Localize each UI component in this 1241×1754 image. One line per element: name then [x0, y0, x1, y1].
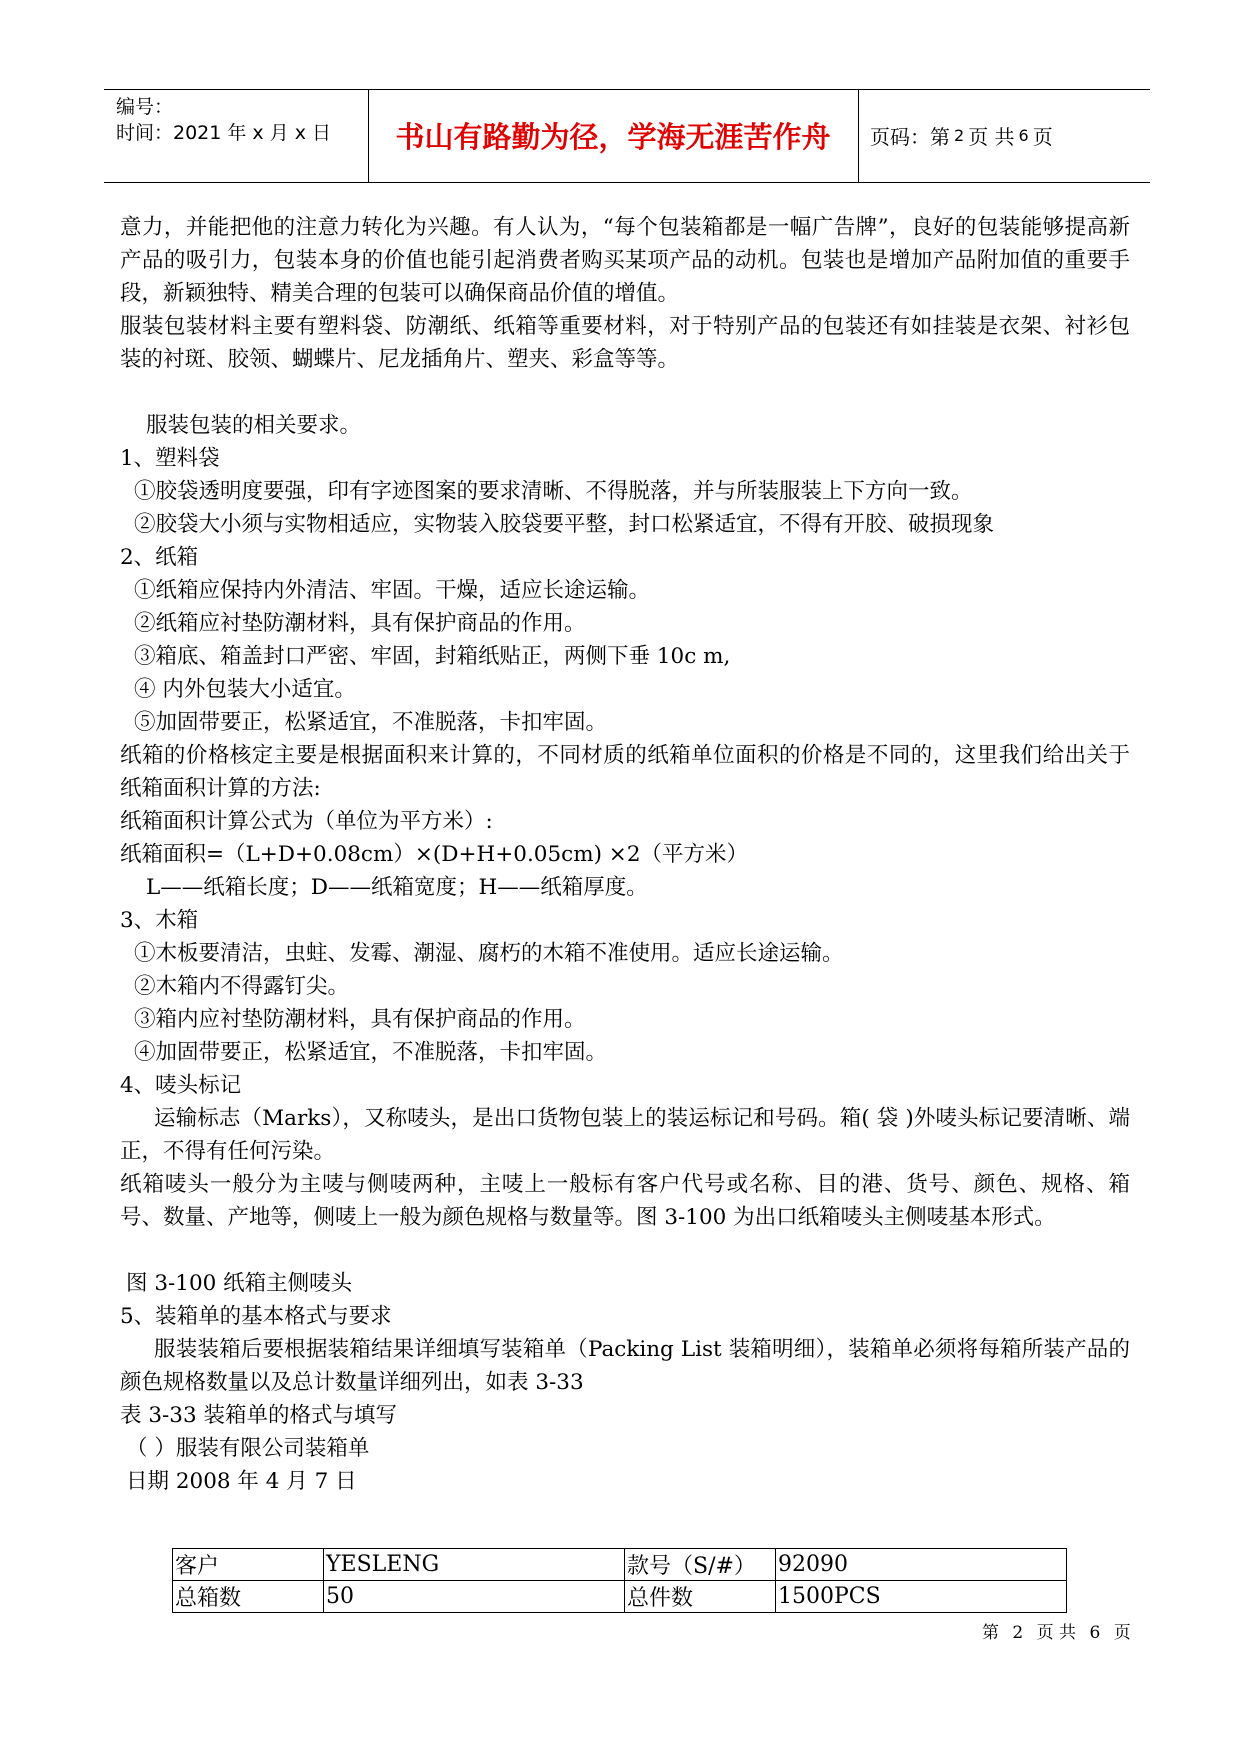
header-page-total: 6 [1018, 126, 1029, 145]
footer-mid: 页 共 [1036, 1623, 1077, 1643]
header-page-suffix: 页 [1032, 125, 1053, 149]
header-divider [858, 90, 859, 182]
table-caption: 表 3-33 装箱单的格式与填写 [120, 1403, 397, 1428]
header-page-prefix: 页码：第 [870, 125, 950, 149]
list-item: ③箱内应衬垫防潮材料，具有保护商品的作用。 [134, 1007, 586, 1032]
paragraph: 服装包装材料主要有塑料袋、防潮纸、纸箱等重要材料，对于特别产品的包装还有如挂装是衣架、衬衫包装的衬斑、胶领、蝴蝶片、尼龙插角片、塑夹、彩盒等等。 [120, 314, 1130, 372]
table-cell: 50 [324, 1581, 625, 1613]
footer-page-current: 2 [1012, 1623, 1024, 1643]
header-page-current: 2 [954, 126, 965, 145]
list-item: ①纸箱应保持内外清洁、牢固。干燥，适应长途运输。 [134, 578, 651, 603]
paragraph: 意力，并能把他的注意力转化为兴趣。有人认为，“每个包装箱都是一幅广告牌”，良好的包装能够提高新产品的吸引力，包装本身的价值也能引起消费者购买某项产品的动机。包装也是增加产品附加值的重要手段，新颖独特、精美合理的包装可以确保商品价值的增值。 [120, 215, 1130, 306]
list-item: ④加固带要正，松紧适宜，不准脱落，卡扣牢固。 [134, 1040, 608, 1065]
table-cell: 款号（S/#） [625, 1549, 776, 1581]
packing-list-table [172, 1548, 1067, 1613]
paragraph: 服装装箱后要根据装箱结果详细填写装箱单（Packing List 装箱明细），装箱单必须将每箱所装产品的颜色规格数量以及总计数量详细列出，如表 3-33 [120, 1337, 1130, 1395]
header-page-mid: 页 共 [968, 125, 1015, 149]
table-cell: 92090 [776, 1549, 1067, 1581]
list-item: ①木板要清洁，虫蛀、发霉、潮湿、腐朽的木箱不准使用。适应长途运输。 [134, 941, 844, 966]
formula: 纸箱面积=（L+D+0.08cm）×(D+H+0.05cm) ×2（平方米） [120, 842, 748, 867]
list-item: ④ 内外包装大小适宜。 [134, 677, 356, 702]
table-cell: YESLENG [324, 1549, 625, 1581]
list-item: ⑤加固带要正，松紧适宜，不准脱落，卡扣牢固。 [134, 710, 608, 735]
page-footer [982, 1618, 1131, 1643]
header-time-label: 时间：2021 年 x 月 x 日 [116, 122, 332, 144]
section-heading: 2、纸箱 [120, 545, 199, 570]
list-item: ①胶袋透明度要强，印有字迹图案的要求清晰、不得脱落，并与所装服装上下方向一致。 [134, 479, 973, 504]
table-cell: 客户 [173, 1549, 324, 1581]
table-date: 日期 2008 年 4 月 7 日 [126, 1469, 357, 1494]
header-motto: 书山有路勤为径，学海无涯苦作舟 [395, 120, 831, 154]
section-heading: 5、装箱单的基本格式与要求 [120, 1304, 392, 1329]
list-item: ②木箱内不得露钉尖。 [134, 974, 350, 999]
paragraph: 纸箱面积计算公式为（单位为平方米）: [120, 809, 493, 834]
page-header [104, 89, 1150, 183]
table-cell: 总件数 [625, 1581, 776, 1613]
list-item: ②胶袋大小须与实物相适应，实物装入胶袋要平整，封口松紧适宜，不得有开胶、破损现象 [134, 512, 995, 537]
header-meta [116, 94, 331, 146]
section-heading: 3、木箱 [120, 908, 199, 933]
header-number-label: 编号： [116, 96, 174, 118]
footer-suffix: 页 [1113, 1623, 1131, 1643]
paragraph: 纸箱唛头一般分为主唛与侧唛两种，主唛上一般标有客户代号或名称、目的港、货号、颜色、规格、箱号、数量、产地等，侧唛上一般为颜色规格与数量等。图 3-100 为出口纸箱唛头主侧唛基本形式。 [120, 1172, 1130, 1230]
document-body [120, 211, 1130, 1498]
table-row [173, 1581, 1067, 1613]
table-title: （ ）服装有限公司装箱单 [126, 1436, 370, 1461]
footer-page-total: 6 [1089, 1623, 1101, 1643]
list-item: ②纸箱应衬垫防潮材料，具有保护商品的作用。 [134, 611, 586, 636]
list-item: ③箱底、箱盖封口严密、牢固，封箱纸贴正，两侧下垂 10c m, [134, 644, 731, 669]
section-heading: 4、唛头标记 [120, 1073, 242, 1098]
section-heading: 1、塑料袋 [120, 446, 220, 471]
table-row [173, 1549, 1067, 1581]
paragraph: 纸箱的价格核定主要是根据面积来计算的，不同材质的纸箱单位面积的价格是不同的，这里我们给出关于纸箱面积计算的方法: [120, 743, 1130, 801]
section-heading: 服装包装的相关要求。 [146, 413, 362, 438]
formula-legend: L——纸箱长度；D——纸箱宽度；H——纸箱厚度。 [146, 875, 648, 900]
header-page-number [870, 90, 1053, 181]
footer-prefix: 第 [982, 1623, 999, 1643]
table-cell: 总箱数 [173, 1581, 324, 1613]
table-cell: 1500PCS [776, 1581, 1067, 1613]
paragraph: 运输标志（Marks），又称唛头，是出口货物包装上的装运标记和号码。箱( 袋 )外唛头标记要清晰、端正，不得有任何污染。 [120, 1106, 1130, 1164]
figure-caption: 图 3-100 纸箱主侧唛头 [126, 1271, 353, 1296]
